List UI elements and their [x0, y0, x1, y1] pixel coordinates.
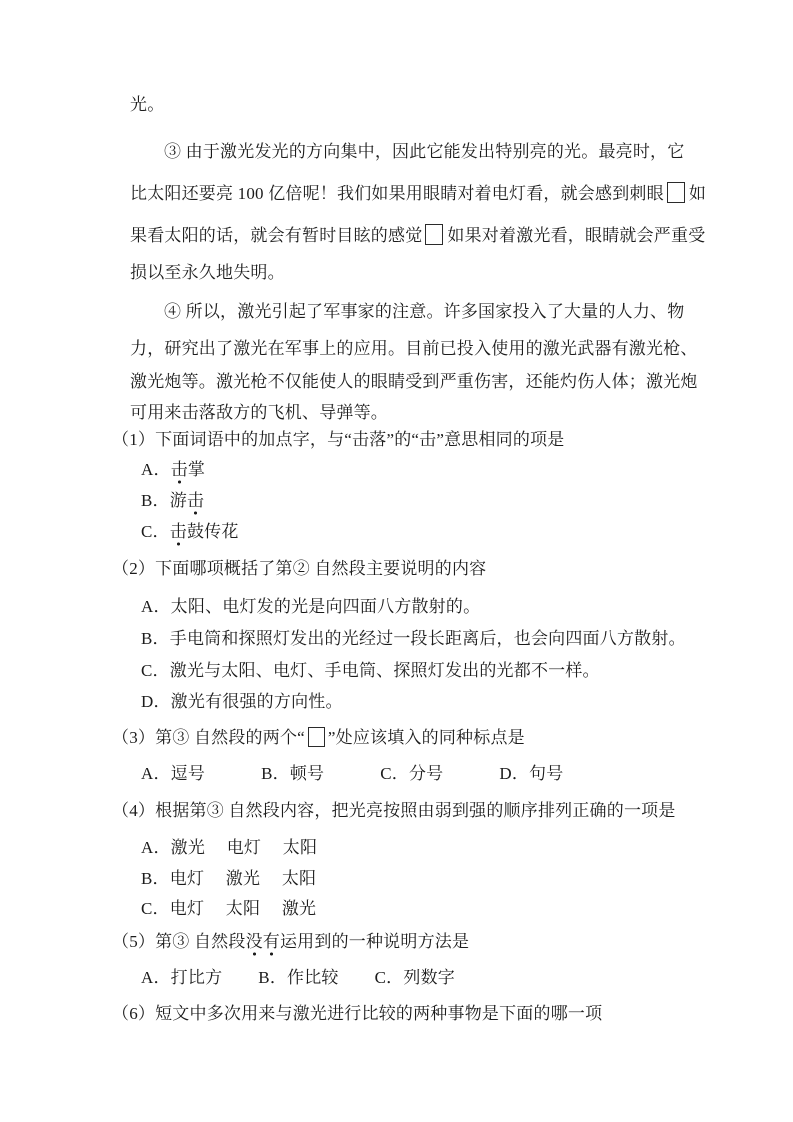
- punctuation-placeholder-box: [425, 224, 443, 245]
- option-text: A．激光 电灯 太阳: [141, 838, 318, 857]
- question-5-option-c: C．列数字: [374, 968, 455, 987]
- option-text: C．电灯 太阳 激光: [141, 899, 317, 918]
- question-text: （4）根据第③ 自然段内容，把光亮按照由弱到强的顺序排列正确的一项是: [112, 801, 676, 820]
- question-3-options-row: [141, 762, 563, 786]
- question-5-option-b: B．作比较: [258, 968, 339, 987]
- question-2-stem: [112, 557, 486, 581]
- question-text: （2）下面哪项概括了第② 自然段主要说明的内容: [112, 559, 487, 578]
- option-text: B．电灯 激光 太阳: [141, 869, 317, 888]
- text-run: ③ 由于激光发光的方向集中，因此它能发出特别亮的光。最亮时，它: [164, 142, 685, 161]
- paragraph-4-line-4: [130, 401, 388, 425]
- question-4-option-b: [141, 867, 316, 891]
- text-run: 如果对着激光看，眼睛就会严重受: [447, 226, 706, 245]
- question-3-stem: [112, 726, 525, 750]
- text-run: 损以至永久地失明。: [130, 263, 285, 282]
- question-text: （1）下面词语中的加点字，与“击落”的“击”意思相同的项是: [112, 430, 565, 449]
- text-run: 比太阳还要亮 100 亿倍呢！我们如果用眼睛对着电灯看，就会感到刺眼: [130, 184, 664, 203]
- text-run: 可用来击落敌方的飞机、导弹等。: [130, 403, 388, 422]
- question-2-option-c: [141, 659, 600, 683]
- option-text: B．手电筒和探照灯发出的光经过一段长距离后，也会向四面八方散射。: [141, 629, 686, 648]
- question-text: （5）第③ 自然段: [112, 932, 246, 951]
- question-4-stem: [112, 799, 676, 823]
- emphasized-char: 击: [170, 522, 187, 546]
- text-run: 鼓传花: [186, 522, 239, 541]
- question-3-option-c: C．分号: [380, 764, 444, 783]
- text-run: 光。: [130, 95, 165, 114]
- option-text: D．激光有很强的方向性。: [141, 692, 343, 711]
- paragraph-4-line-1: [164, 300, 684, 324]
- question-4-option-a: [141, 836, 317, 860]
- question-4-option-c: [141, 897, 316, 921]
- question-5-options-row: [141, 966, 455, 990]
- emphasized-char: 击: [171, 460, 188, 484]
- paragraph-2-tail-line: [130, 93, 164, 117]
- text-run: 果看太阳的话，就会有暂时目眩的感觉: [130, 226, 423, 245]
- paragraph-3-line-3: [130, 224, 705, 248]
- text-run: 掌: [187, 460, 206, 479]
- paragraph-3-line-2: [130, 182, 706, 206]
- text-run: ④ 所以，激光引起了军事家的注意。许多国家投入了大量的人力、物: [164, 302, 685, 321]
- question-text: （3）第③ 自然段的两个“: [112, 728, 305, 747]
- question-1-stem: [112, 428, 564, 452]
- option-text: A．太阳、电灯发的光是向四面八方散射的。: [141, 597, 481, 616]
- question-5-stem: [112, 930, 469, 954]
- emphasized-char: 击: [187, 491, 204, 515]
- punctuation-placeholder-box: [308, 727, 325, 747]
- question-3-option-a: A．逗号: [141, 764, 206, 783]
- paragraph-4-line-2: [130, 337, 698, 361]
- question-3-option-d: D．句号: [499, 764, 564, 783]
- question-1-option-c: [141, 520, 239, 544]
- question-text: ”处应该填入的同种标点是: [327, 728, 525, 747]
- question-6-stem: [112, 1002, 602, 1026]
- paragraph-3-line-4: [130, 261, 285, 285]
- text-run: 如: [688, 184, 707, 203]
- punctuation-placeholder-box: [667, 182, 685, 203]
- question-3-option-b: B．顿号: [261, 764, 325, 783]
- question-1-option-b: [141, 489, 204, 513]
- option-letter: A．: [141, 460, 171, 479]
- question-text: （6）短文中多次用来与激光进行比较的两种事物是下面的哪一项: [112, 1004, 603, 1023]
- text-run: 激光炮等。激光枪不仅能使人的眼睛受到严重伤害，还能灼伤人体；激光炮: [130, 372, 698, 391]
- emphasized-chars: 没有: [246, 932, 280, 956]
- question-1-option-a: [141, 458, 205, 482]
- paragraph-3-line-1: [164, 140, 684, 164]
- text-run: 力，研究出了激光在军事上的应用。目前已投入使用的激光武器有激光枪、: [130, 339, 698, 358]
- question-5-option-a: A．打比方: [141, 968, 223, 987]
- question-2-option-a: [141, 595, 480, 619]
- option-letter: B．: [141, 491, 170, 510]
- paragraph-4-line-3: [130, 370, 698, 394]
- question-2-option-b: [141, 627, 686, 651]
- text-run: 游: [169, 491, 187, 510]
- option-text: C．激光与太阳、电灯、手电筒、探照灯发出的光都不一样。: [141, 661, 600, 680]
- question-2-option-d: [141, 690, 343, 714]
- question-text: 运用到的一种说明方法是: [279, 932, 470, 951]
- option-letter: C．: [141, 522, 170, 541]
